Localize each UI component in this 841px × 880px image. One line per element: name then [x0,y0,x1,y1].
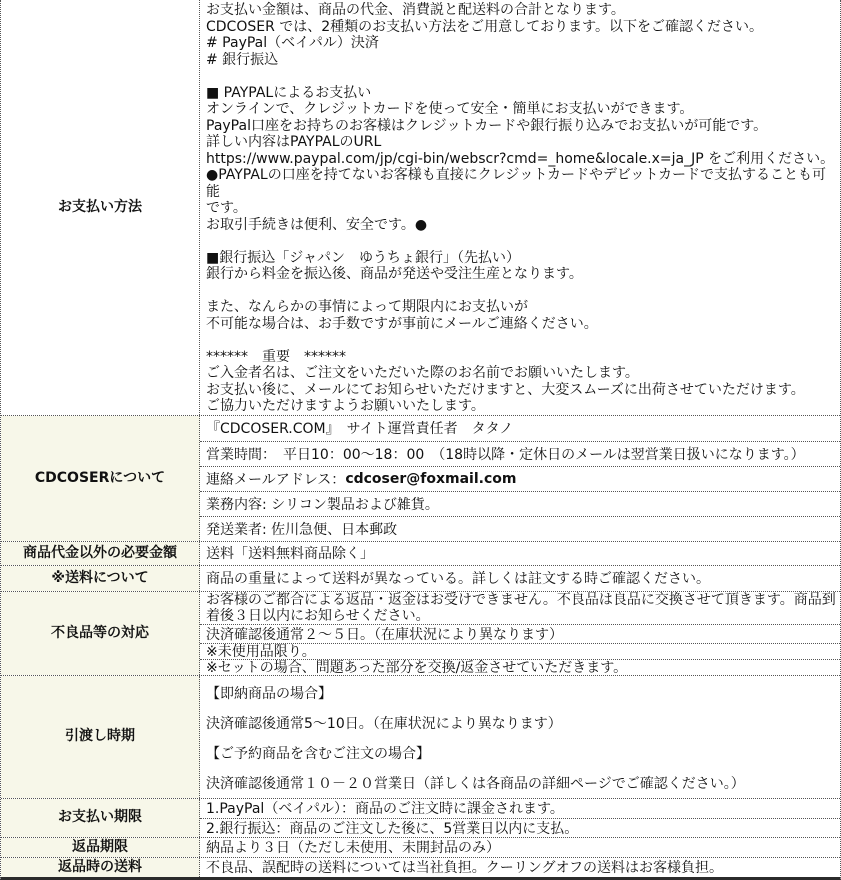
row-defective-handling [1,591,840,675]
payment-method-content [200,0,840,415]
payment-text-line: オンラインで、クレジットカードを使って安全・簡単にお支払いができます。 [206,101,694,117]
row-shipping-fee [1,565,840,591]
delivery-preorder-time: 決済確認後通常１０－２０営業日（詳しくは各商品の詳細ページでご確認ください。） [206,775,745,792]
return-period-content [200,838,840,857]
payment-text-line: ご入金者名は、ご注文をいただいた際のお名前でお願いいたします。 [206,365,639,381]
payment-text-line [206,233,836,250]
payment-text-line: お取引手続きは便利、安全です。● [206,216,428,233]
payment-text-line: ●PAYPALの口座を持てないお客様も直接にクレジットカードやデビットカードで支払することも可能 [206,167,826,200]
row-delivery-time [1,675,840,798]
defective-set-note: ※セットの場合、問題あった部分を交換/返金させていただきます。 [200,659,840,675]
shipping-fee-content [200,566,840,591]
payment-text-line: 詳しい内容はPAYPALのURL [206,134,382,150]
payment-text-line: PayPal口座をお持ちのお客様はクレジットカードや銀行振り込みでお支払いが可能です。 [206,117,768,134]
payment-text-line: お支払い後に、メールにてお知らせいただけますと、大変スムーズに出荷させていただけます。 [206,381,805,398]
payment-text-line: # PayPal（ベイパル）決済 [206,35,379,51]
about-site-operator: 『CDCOSER.COM』 サイト運営責任者 タタノ [206,421,514,437]
about-business-hours: 営業時間： 平日10：00～18：00 （18時以降・定休日のメールは翌営業日扱いになります。） [200,441,840,466]
paypal-url-text: https://www.paypal.com/jp/cgi-bin/webscr?cmd=_home&locale.x=ja_JP をご利用ください。 [206,150,835,167]
about-contact-email [200,466,840,491]
delivery-instock-label: 【即納商品の場合】 [206,685,332,702]
payment-text-line: お支払い金額は、商品の代金、消費説と配送料の合計となります。 [206,2,625,18]
payment-text-line: CDCOSER では、2種類のお支払い方法をご用意しております。以下をご確認ください。 [206,18,764,35]
payment-important-note: ****** 重要 ****** [206,348,346,365]
deadline-paypal: 1.PayPal（ベイパル）：商品のご注文時に課金されます。 [206,801,564,817]
contact-email-label: 連絡メールアドレス： [206,471,346,488]
payment-deadline-header: お支払い期限 [1,799,200,837]
payment-text-line [206,283,836,300]
payment-text-line: # 銀行振込 [206,51,279,68]
payment-text-line: ■銀行振込「ジャパン ゆうちょ銀行」（先払い） [206,249,520,266]
delivery-time-content [200,676,840,798]
defective-unused-note: ※未使用品限り。 [200,643,840,659]
row-extra-fee [1,541,840,565]
return-period-text: 納品より３日（ただし未使用、未開封品のみ） [206,840,500,856]
delivery-time-header: 引渡し時期 [1,676,200,798]
defective-policy-text: お客様のご都合による返品・返金はお受けできません。不良品は良品に交換させて頂きます。商品到着後３日以内にお知らせください。 [206,591,836,624]
payment-text-line: また、なんらかの事情によって期限内にお支払いが [206,299,528,315]
payment-text-line [206,332,836,349]
about-cdcoser-header: CDCOSERについて [1,416,200,541]
payment-text-line: ご協力いただけますようお願いいたします。 [206,398,485,414]
return-shipping-text: 不良品、誤配時の送料については当社負担。クーリングオフの送料はお客様負担。 [206,860,724,876]
about-shipping-carriers: 発送業者: 佐川急便、日本郵政 [200,516,840,541]
shipping-fee-text: 商品の重量によって送料が異なっている。詳しくは註文する時ご確認ください。 [206,571,710,587]
defective-handling-header: 不良品等の対応 [1,592,200,675]
delivery-preorder-label: 【ご予約商品を含むご注文の場合】 [206,745,430,762]
payment-method-header: お支払い方法 [1,0,200,415]
defective-handling-content [200,592,840,675]
row-payment-deadline [1,798,840,837]
row-payment-method [1,0,840,415]
extra-fee-header: 商品代金以外の必要金額 [1,542,200,565]
row-return-shipping [1,857,840,877]
payment-text-line [206,68,836,85]
payment-text-line: です。 [206,200,247,216]
payment-text-line: ■ PAYPALによるお支払い [206,84,372,101]
extra-fee-content [200,542,840,565]
about-business-content: 業務内容: シリコン製品および雑貨。 [200,491,840,516]
extra-fee-text: 送料「送料無料商品除く」 [206,546,374,562]
deadline-bank-transfer: 2.銀行振込：商品のご注文した後に、5営業日以内に支払。 [200,818,840,837]
about-cdcoser-content [200,416,840,541]
row-about-cdcoser [1,415,840,541]
return-shipping-content [200,858,840,877]
defective-exchange-time: 決済確認後通常２～５日。（在庫状況により異なります） [200,624,840,643]
payment-text-line: 銀行から料金を振込後、商品が発送や受注生産となります。 [206,266,583,282]
shipping-fee-header: ※送料について [1,566,200,591]
return-shipping-header: 返品時の送料 [1,858,200,877]
row-return-period [1,837,840,857]
contact-email-address: cdcoser@foxmail.com [345,470,517,487]
payment-text-line: 不可能な場合は、お手数ですが事前にメールご連絡ください。 [206,315,598,332]
payment-deadline-content [200,799,840,837]
delivery-instock-time: 決済確認後通常5～10日。（在庫状況により異なります） [206,715,562,732]
return-period-header: 返品期限 [1,838,200,857]
